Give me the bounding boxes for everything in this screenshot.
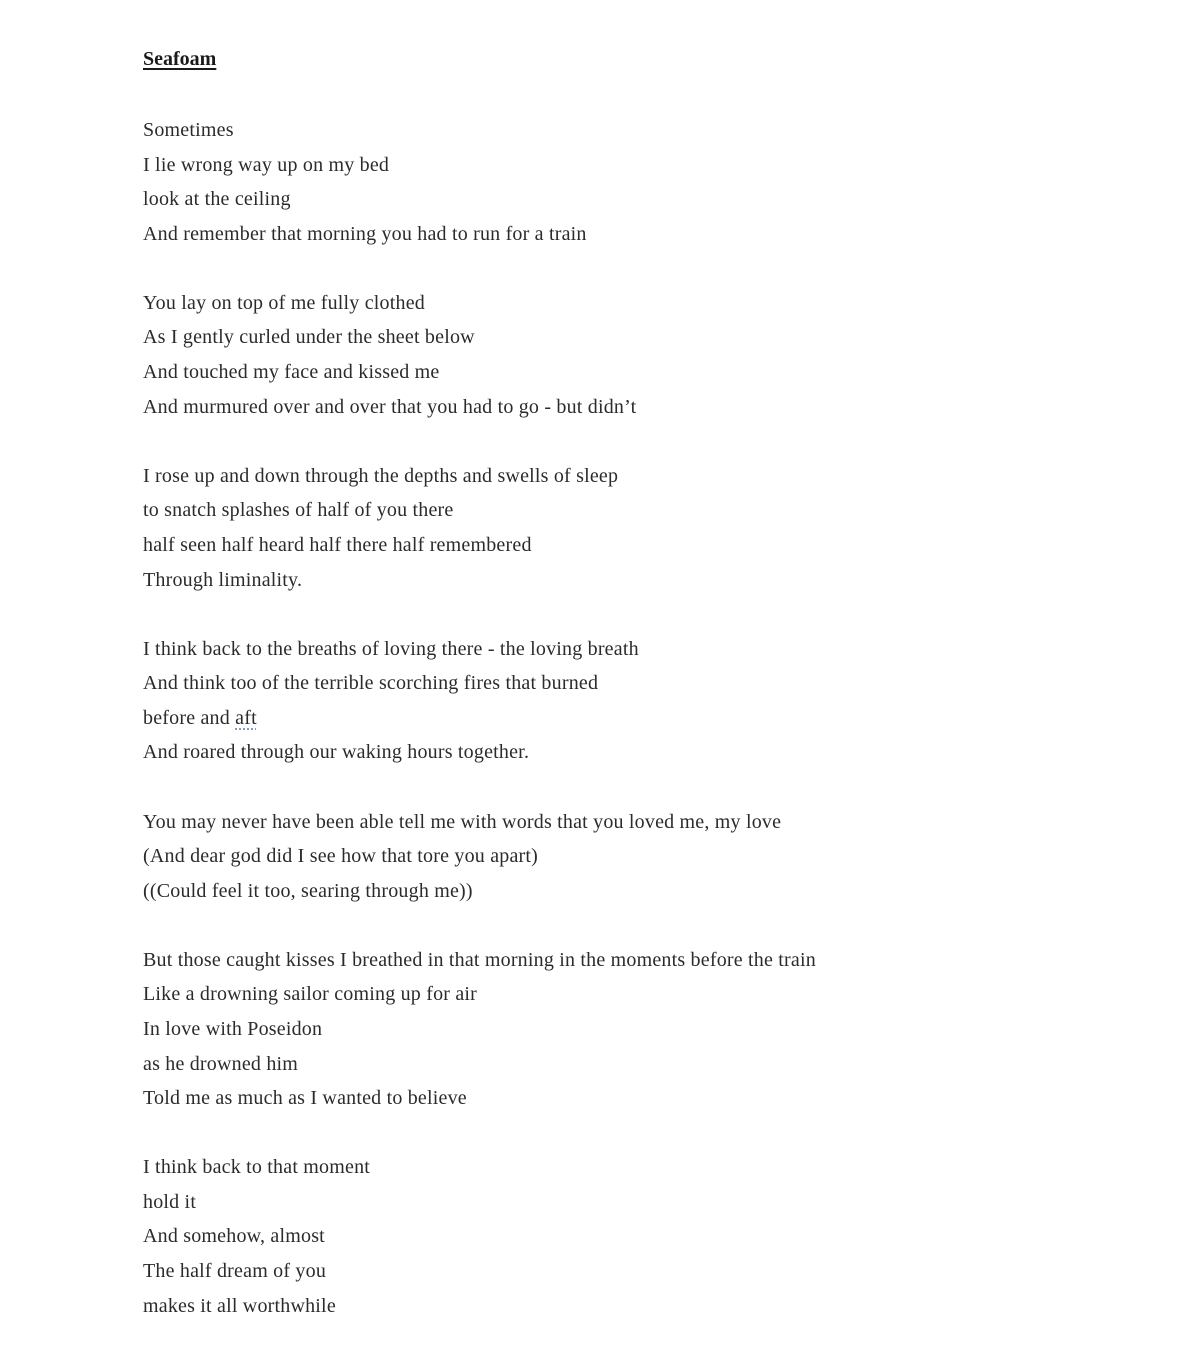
poem-line: You lay on top of me fully clothed (143, 291, 425, 314)
poem-line: I rose up and down through the depths and swells of sleep (143, 464, 619, 487)
poem-line: And somehow, almost (143, 1225, 325, 1248)
stanza-3 (143, 459, 1143, 597)
poem-line: Told me as much as I wanted to believe (143, 1087, 467, 1110)
poem-line: The half dream of you (143, 1260, 327, 1283)
poem-line: In love with Poseidon (143, 1017, 323, 1040)
stanza-2 (143, 286, 1143, 424)
poem-line: half seen half heard half there half remembered (143, 533, 532, 556)
stanza-4 (143, 632, 1143, 770)
stanza-5 (143, 805, 1143, 909)
poem-line: Through liminality. (143, 568, 303, 591)
poem-line: to snatch splashes of half of you there (143, 499, 454, 522)
poem-line: You may never have been able tell me with words that you loved me, my love (143, 810, 782, 833)
poem-line: I think back to that moment (143, 1156, 371, 1179)
stanza-1 (143, 113, 1143, 251)
stanza-7 (143, 1150, 1143, 1323)
poem-line-with-flagged-word (143, 701, 1143, 736)
document-page (143, 44, 1143, 1358)
poem-line: And remember that morning you had to run for a train (143, 222, 587, 245)
poem-line: I lie wrong way up on my bed (143, 153, 390, 176)
poem-line: hold it (143, 1190, 197, 1213)
poem-line: I think back to the breaths of loving there - the loving breath (143, 637, 639, 660)
poem-line-text: before and (143, 706, 236, 729)
poem-line: And think too of the terrible scorching fires that burned (143, 672, 599, 695)
poem-line: And touched my face and kissed me (143, 361, 440, 384)
poem-title: Seafoam (143, 48, 217, 70)
spellcheck-flagged-word[interactable]: aft (235, 706, 257, 729)
poem-line: And roared through our waking hours together. (143, 741, 530, 764)
poem-line: Like a drowning sailor coming up for air (143, 983, 478, 1006)
poem-line: And murmured over and over that you had to go - but didn’t (143, 395, 637, 418)
poem-line: As I gently curled under the sheet below (143, 326, 475, 349)
stanza-6 (143, 943, 1143, 1116)
poem-line: Sometimes (143, 119, 234, 141)
poem-line: ((Could feel it too, searing through me)) (143, 879, 473, 902)
poem-line: look at the ceiling (143, 188, 291, 211)
poem-line: (And dear god did I see how that tore you apart) (143, 845, 539, 868)
poem-line: But those caught kisses I breathed in that morning in the moments before the train (143, 948, 816, 971)
poem-line: as he drowned him (143, 1052, 299, 1075)
poem-line: makes it all worthwhile (143, 1294, 336, 1317)
